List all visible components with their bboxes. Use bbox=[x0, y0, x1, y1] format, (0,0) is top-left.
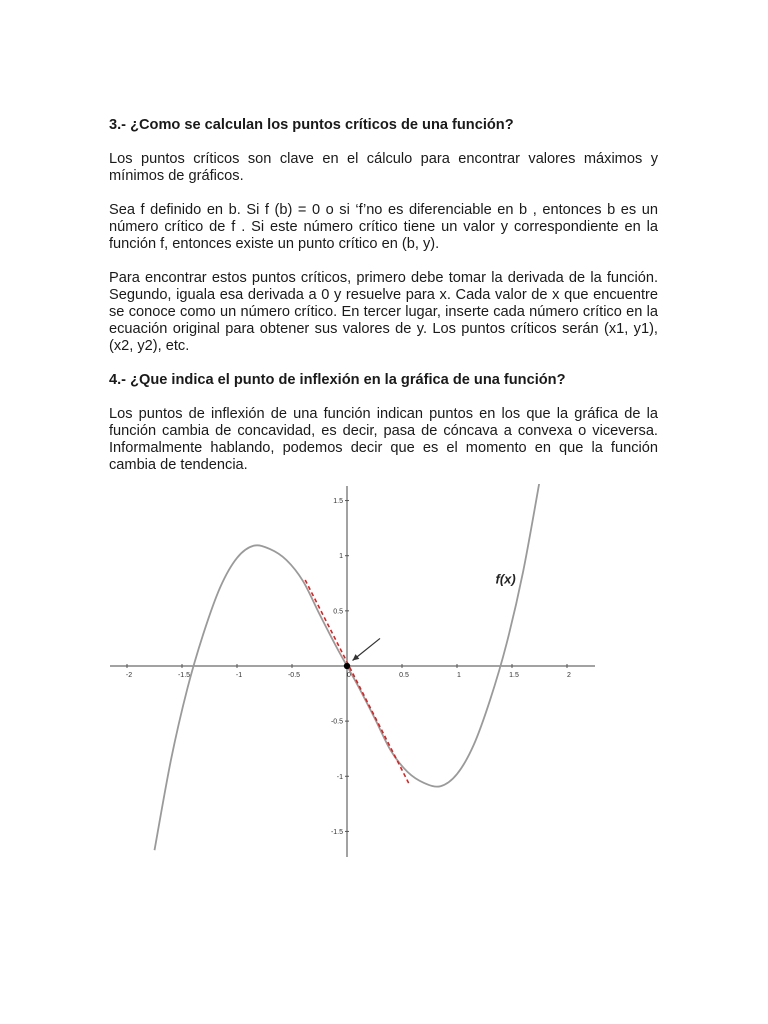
x-tick-label: -0.5 bbox=[287, 671, 301, 679]
section-3-paragraph-3: Para encontrar estos puntos críticos, primero debe tomar la derivada de la función. Segundo, iguala esa derivada a 0 y resuelve para x. Cada valor de x que encuentre se conoce como un número crítico. En tercer lugar, inserte cada número crítico en la ecuación original para obtener sus valores de y. Los puntos críticos serán (x1, y1), (x2, y2), etc. bbox=[109, 270, 658, 354]
x-tick-label: 2 bbox=[567, 671, 571, 679]
section-4-paragraph-1: Los puntos de inflexión de una función indican puntos en los que la gráfica de la función cambia de concavidad, es decir, pasa de cóncava a convexa o viceversa. Informalmente hablando, podemos decir que es el momento en que la función cambia de tendencia. bbox=[109, 406, 658, 473]
function-graph bbox=[105, 484, 600, 859]
x-tick-label: 0 bbox=[347, 671, 351, 679]
x-tick-label: 1.5 bbox=[509, 671, 519, 679]
x-tick-label: 0.5 bbox=[399, 671, 409, 679]
y-tick-label: -0.5 bbox=[330, 718, 343, 726]
inflection-point bbox=[344, 663, 350, 669]
y-tick-label: -1.5 bbox=[330, 828, 343, 836]
x-tick-label: 1 bbox=[457, 671, 461, 679]
y-tick-label: 1.5 bbox=[333, 498, 343, 506]
y-tick-label: 0.5 bbox=[333, 608, 343, 616]
x-tick-label: -2 bbox=[125, 671, 133, 679]
pointer-arrow bbox=[353, 638, 381, 660]
y-tick-label: 1 bbox=[339, 553, 343, 561]
section-3-heading: 3.- ¿Como se calculan los puntos críticos de una función? bbox=[109, 117, 514, 133]
x-tick-label: -1.5 bbox=[177, 671, 191, 679]
section-3-paragraph-2: Sea f definido en b. Si f (b) = 0 o si ‘f’no es diferenciable en b , entonces b es un número crítico de f . Si este número crítico tiene un valor y correspondiente en la función f, entonces existe un punto crítico en (b, y). bbox=[109, 202, 658, 252]
graph-svg bbox=[105, 484, 600, 859]
function-label: f(x) bbox=[495, 571, 516, 587]
x-tick-label: -1 bbox=[235, 671, 243, 679]
section-4-heading: 4.- ¿Que indica el punto de inflexión en la gráfica de una función? bbox=[109, 372, 566, 388]
section-3-paragraph-1: Los puntos críticos son clave en el cálculo para encontrar valores máximos y mínimos de gráficos. bbox=[109, 151, 658, 184]
document-content bbox=[109, 117, 658, 491]
y-tick-label: -1 bbox=[336, 773, 343, 781]
